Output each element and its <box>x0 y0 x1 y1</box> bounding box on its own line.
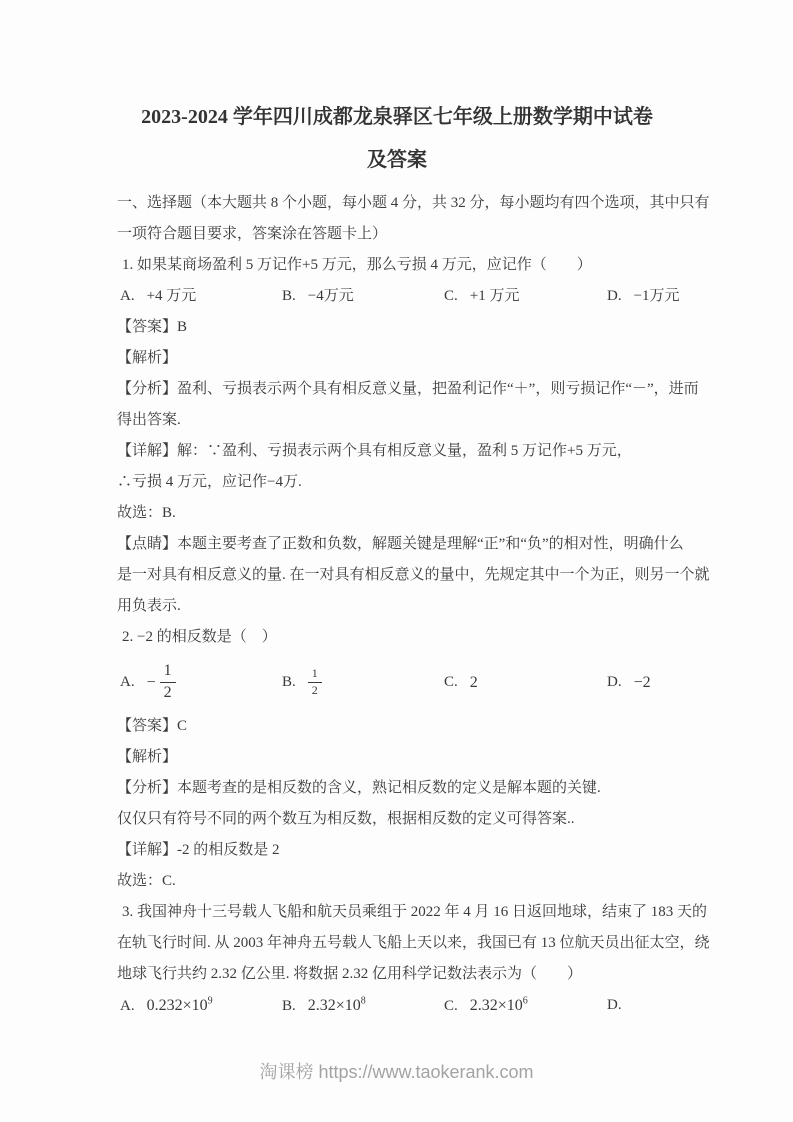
q3-option-b <box>282 990 366 1022</box>
q3-option-a-base: 0.232×10 <box>146 997 208 1014</box>
q3-option-a-exponent: 9 <box>207 995 213 1007</box>
document-title <box>117 96 677 182</box>
q3-option-a-letter: A. <box>120 998 135 1014</box>
q3-option-a <box>120 990 213 1022</box>
q2-option-a-letter: A. <box>120 673 135 690</box>
q1-detail-line-2: ∴亏损 4 万元，应记作−4万. <box>117 474 302 490</box>
q1-option-d-letter: D. <box>607 288 622 304</box>
q2-option-c-letter: C. <box>444 673 458 690</box>
document-body <box>117 188 710 1021</box>
q1-stem: 1. 如果某商场盈利 5 万记作+5 万元，那么亏损 4 万元，应记作（ ） <box>122 257 592 273</box>
q3-option-c-exponent: 6 <box>522 995 528 1007</box>
q1-option-a-value: +4 万元 <box>146 288 197 304</box>
q1-option-a <box>120 281 196 312</box>
q2-option-a-numerator: 1 <box>160 662 176 682</box>
q3-stem-line-1: 3. 我国神舟十三号载人飞船和航天员乘组于 2022 年 4 月 16 日返回地球，结束了 183 天的 <box>122 904 708 920</box>
q2-option-d-letter: D. <box>607 673 622 690</box>
q2-option-a-value <box>147 662 176 702</box>
q2-option-a-fraction <box>160 662 176 702</box>
site-watermark: 淘课榜 https://www.taokerank.com <box>259 1062 534 1082</box>
q1-option-c-letter: C. <box>444 288 458 304</box>
q1-jiexi-label: 【解析】 <box>117 350 178 366</box>
q1-detail-line-1: 【详解】解：∵盈利、亏损表示两个具有相反意义量，盈利 5 万记作+5 万元， <box>117 443 632 459</box>
q1-tip-line-1: 【点睛】本题主要考查了正数和负数，解题关键是理解“正”和“负”的相对性，明确什么 <box>117 536 684 552</box>
page-content <box>117 96 710 1021</box>
q1-tip-line-2: 是一对具有相反意义的量. 在一对具有相反意义的量中，先规定其中一个为正，则另一个就 <box>117 567 710 583</box>
q2-jiexi-label: 【解析】 <box>117 749 178 765</box>
q2-option-b-fraction <box>308 667 322 698</box>
q3-option-c-base: 2.32×10 <box>469 997 523 1014</box>
q3-option-c <box>444 990 528 1022</box>
q2-option-c-value: 2 <box>469 673 478 691</box>
section-heading-line-2: 一项符合题目要求，答案涂在答题卡上） <box>117 226 388 242</box>
q3-option-d-letter: D. <box>607 997 622 1013</box>
q2-choose-answer: 故选：C. <box>117 873 176 889</box>
q2-option-d <box>607 653 651 711</box>
q3-option-b-value <box>308 997 366 1014</box>
q1-option-c-value: +1 万元 <box>469 288 520 304</box>
section-heading-line-1: 一、选择题（本大题共 8 个小题，每小题 4 分，共 32 分，每小题均有四个选项，其中只有 <box>117 195 710 211</box>
q3-option-b-base: 2.32×10 <box>307 997 361 1014</box>
q1-analysis-line-1: 【分析】盈利、亏损表示两个具有相反意义量，把盈利记作“＋”，则亏损记作“－”，进而 <box>117 381 699 397</box>
q1-option-b <box>282 281 354 312</box>
q2-option-a-minus-sign: − <box>146 673 156 691</box>
q2-stem: 2. −2 的相反数是（ ） <box>122 629 277 645</box>
q1-answer: 【答案】B <box>117 319 188 335</box>
q2-option-d-value: −2 <box>633 673 651 691</box>
q3-stem-line-2: 在轨飞行时间. 从 2003 年神舟五号载人飞船上天以来，我国已有 13 位航天员出征太空，绕 <box>117 935 710 951</box>
q3-option-c-letter: C. <box>444 998 458 1014</box>
q2-option-c <box>444 653 478 711</box>
q1-option-a-letter: A. <box>120 288 135 304</box>
q1-option-d-value: −1万元 <box>633 288 680 304</box>
q1-option-b-value: −4万元 <box>307 288 354 304</box>
q1-options <box>117 281 680 312</box>
q2-option-b-denominator: 2 <box>311 682 318 697</box>
q3-options <box>117 990 677 1021</box>
q2-analysis-line-2: 仅仅只有符号不同的两个数互为相反数，根据相反数的定义可得答案.. <box>117 811 575 827</box>
q1-analysis-line-2: 得出答案. <box>117 412 181 428</box>
q1-tip-line-3: 用负表示. <box>117 598 181 614</box>
document-title-line-2: 及答案 <box>367 149 427 171</box>
q1-option-b-letter: B. <box>282 288 296 304</box>
q1-option-d <box>607 281 680 312</box>
q2-option-b <box>282 653 322 711</box>
q2-option-b-value <box>308 667 322 698</box>
q2-option-b-letter: B. <box>282 673 296 690</box>
q3-option-a-value <box>147 997 213 1014</box>
q2-options <box>117 653 677 711</box>
q3-option-b-letter: B. <box>282 998 296 1014</box>
q3-option-c-value <box>470 997 528 1014</box>
q2-analysis-line-1: 【分析】本题考查的是相反数的含义，熟记相反数的定义是解本题的关键. <box>117 780 601 796</box>
q2-option-b-numerator: 1 <box>308 667 322 683</box>
q2-option-a-denominator: 2 <box>163 683 172 701</box>
document-title-line-1: 2023-2024 学年四川成都龙泉驿区七年级上册数学期中试卷 <box>141 106 653 128</box>
q2-answer: 【答案】C <box>117 718 188 734</box>
q3-option-d <box>607 990 622 1021</box>
q2-option-a <box>120 653 176 711</box>
q3-stem-line-3: 地球飞行共约 2.32 亿公里. 将数据 2.32 亿用科学记数法表示为（ ） <box>117 966 583 982</box>
q3-option-b-exponent: 8 <box>360 995 366 1007</box>
q1-choose-answer: 故选：B. <box>117 505 176 521</box>
q1-option-c <box>444 281 519 312</box>
q2-detail-line: 【详解】-2 的相反数是 2 <box>117 842 280 858</box>
